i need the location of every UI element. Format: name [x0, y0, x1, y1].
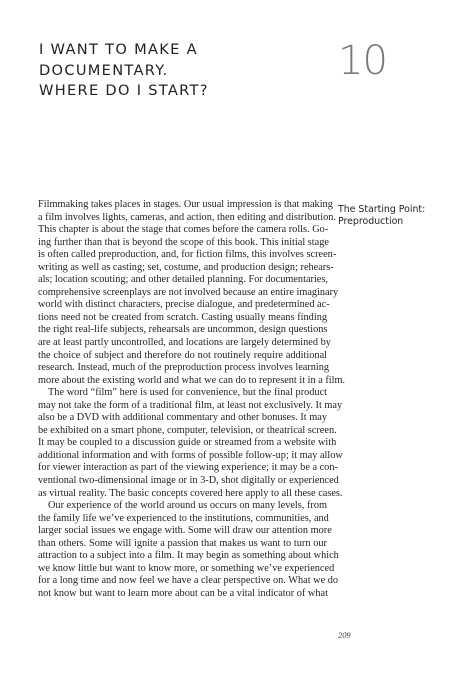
body-line: be exhibited on a smart phone, computer, television, or theatrical screen. [38, 424, 337, 436]
body-paragraph [38, 199, 346, 387]
body-line: larger social issues we engage with. Some will draw our attention more [38, 525, 332, 537]
chapter-title-line: I WANT TO MAKE A [39, 41, 198, 58]
body-line: Our experience of the world around us occurs on many levels, from [48, 500, 327, 512]
body-line: than others. Some will ignite a passion that makes us want to turn our [38, 537, 327, 549]
body-paragraph [38, 500, 339, 600]
body-line: as virtual reality. The basic concepts covered here apply to all these cases. [38, 487, 343, 499]
body-line: more about the existing world and what we can do to represent it in a film. [38, 374, 346, 386]
body-line: attraction to a subject into a film. It may begin as something about which [38, 550, 339, 562]
body-line: not know but want to learn more about can be a vital indicator of what [38, 587, 328, 599]
body-text [38, 199, 346, 601]
body-line: ing further than that is beyond the scope of this book. This initial stage [38, 236, 329, 248]
chapter-title-line: DOCUMENTARY. [39, 61, 169, 79]
body-paragraph [38, 387, 343, 500]
body-line: for a long time and now feel we have a clear perspective on. What we do [38, 575, 339, 587]
body-line: tions need not be created from scratch. Casting usually means finding [38, 311, 327, 323]
body-line: a film involves lights, cameras, and action, then editing and distribution. [38, 211, 336, 223]
body-line: the right real-life subjects, rehearsals are uncommon, design questions [38, 324, 328, 336]
body-line: research. Instead, much of the preproduction process involves learning [38, 362, 330, 374]
chapter-title-line: WHERE DO I START? [39, 82, 209, 99]
body-line: is often called preproduction, and, for fiction films, this involves screen- [38, 249, 337, 261]
body-line: also be a DVD with additional commentary and other bonuses. It may [38, 412, 327, 424]
chapter-title [39, 40, 299, 102]
body-line: world with distinct characters, precise dialogue, and predetermined ac- [38, 299, 330, 311]
body-line: The word “film” here is used for convenience, but the final product [48, 387, 327, 399]
body-line: writing as well as casting; set, costume, and production design; rehears- [38, 261, 334, 273]
body-line: It may be coupled to a discussion guide or streamed from a website with [38, 437, 337, 449]
body-line: This chapter is about the stage that comes before the camera rolls. Go- [38, 224, 329, 236]
body-line: als; location scouting; and other detailed planning. For documentaries, [38, 274, 328, 286]
margin-heading-line: Preproduction [338, 216, 404, 228]
margin-heading [338, 204, 458, 228]
chapter-number: 10 [338, 38, 387, 84]
body-line: for viewer interaction as part of the viewing experience; it may be a con- [38, 462, 338, 474]
body-line: the family life we’ve experienced to the institutions, communities, and [38, 512, 329, 524]
body-line: comprehensive screenplays are not involved because an entire imaginary [38, 286, 339, 298]
page-number: 209 [338, 631, 351, 640]
body-line: Filmmaking takes places in stages. Our usual impression is that making [38, 199, 333, 210]
body-line: may not take the form of a traditional film, at least not exclusively. It may [38, 399, 343, 411]
body-line: we know little but want to know more, or something we’ve experienced [38, 562, 335, 574]
margin-heading-line: The Starting Point: [338, 204, 426, 215]
body-line: ventional two-dimensional image or in 3-D, shot digitally or experienced [38, 475, 339, 487]
body-line: are at least partly uncontrolled, and locations are largely determined by [38, 337, 331, 349]
body-line: additional information and with forms of possible follow-up; it may allow [38, 449, 343, 461]
body-line: the choice of subject and therefore do not routinely require additional [38, 349, 327, 361]
